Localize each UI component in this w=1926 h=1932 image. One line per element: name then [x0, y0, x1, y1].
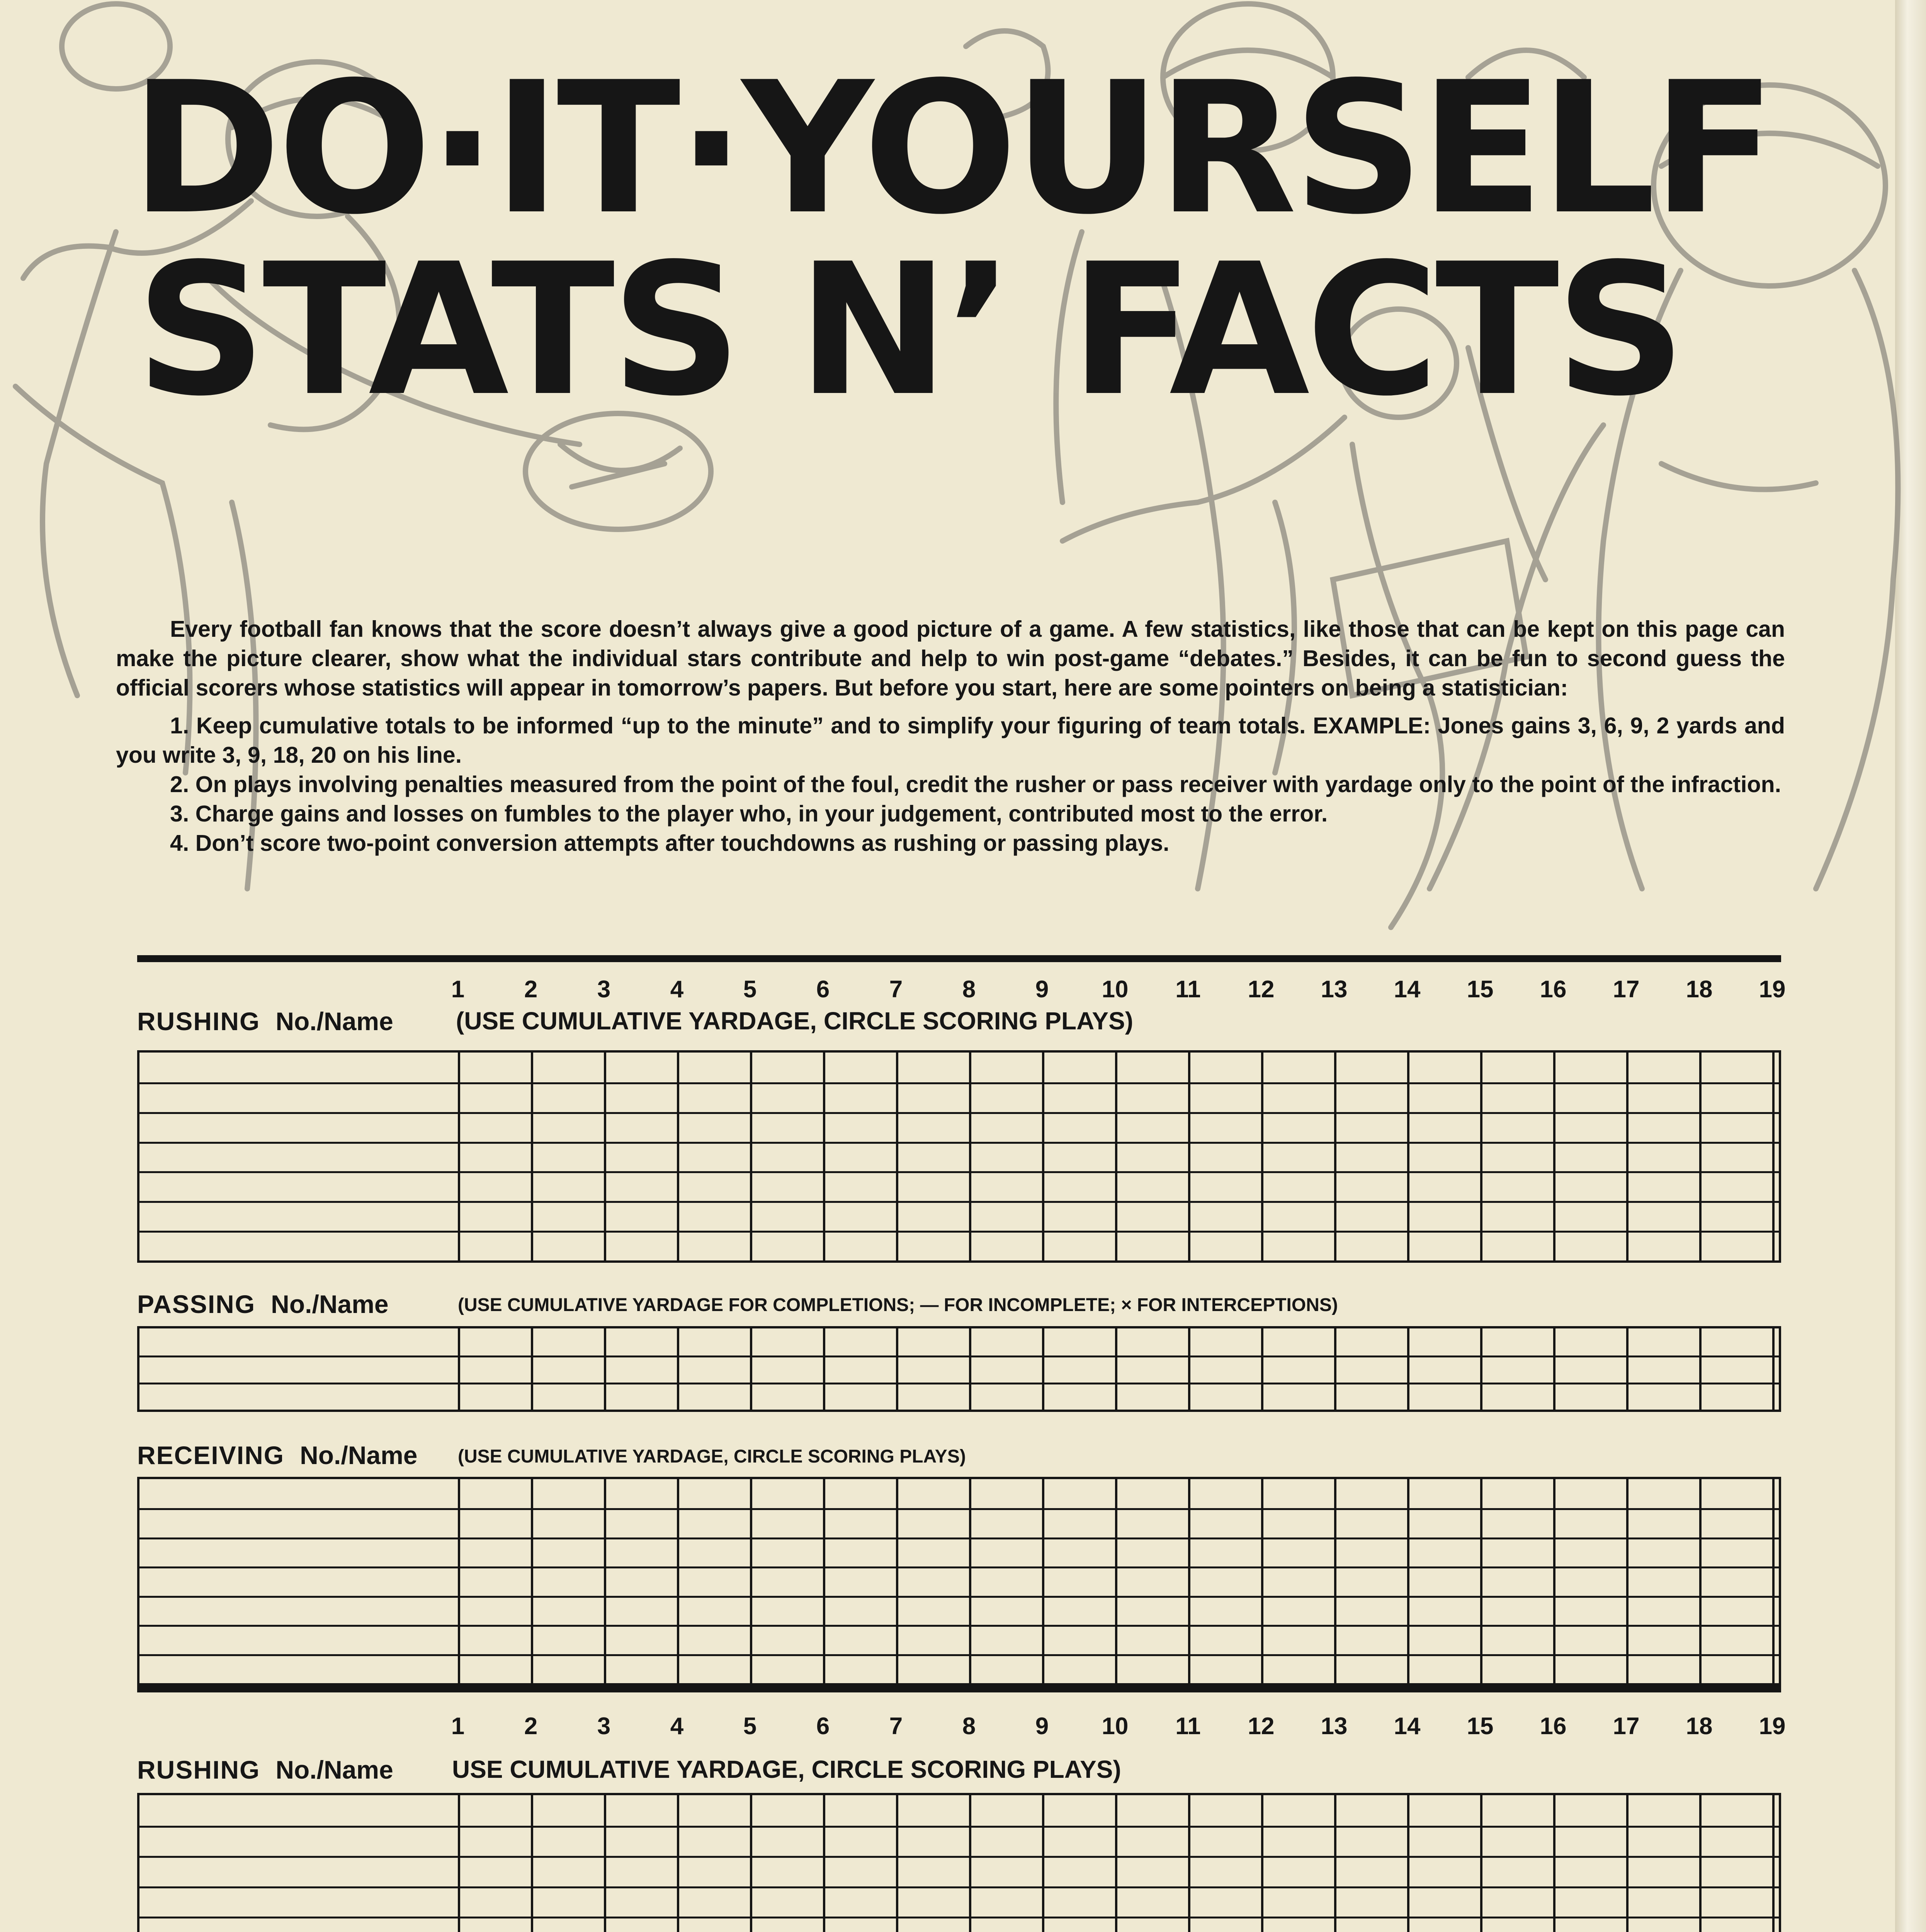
column-line — [1188, 1328, 1190, 1410]
column-number-5: 5 — [743, 976, 757, 1003]
row-line — [139, 1201, 1779, 1203]
column-line — [823, 1479, 825, 1683]
name-column-label: No./Name — [275, 1755, 393, 1784]
column-line — [896, 1328, 898, 1410]
column-line — [750, 1795, 752, 1932]
rushing-label — [137, 1007, 393, 1036]
rushing-label — [137, 1755, 393, 1784]
column-line — [1699, 1053, 1702, 1260]
column-line — [677, 1328, 679, 1410]
column-line — [1407, 1053, 1409, 1260]
row-line — [139, 1112, 1779, 1114]
column-line — [531, 1328, 533, 1410]
column-number-8: 8 — [962, 1713, 976, 1740]
column-line — [969, 1328, 971, 1410]
column-line — [604, 1479, 606, 1683]
column-line — [604, 1328, 606, 1410]
column-line — [604, 1053, 606, 1260]
column-number-9: 9 — [1035, 1713, 1049, 1740]
column-line — [1334, 1479, 1336, 1683]
passing-label — [137, 1289, 389, 1319]
row-line — [139, 1826, 1779, 1828]
column-line — [1407, 1795, 1409, 1932]
column-number-16: 16 — [1540, 976, 1567, 1003]
column-line — [677, 1479, 679, 1683]
row-line — [139, 1537, 1779, 1539]
column-line — [677, 1053, 679, 1260]
column-number-9: 9 — [1035, 976, 1049, 1003]
column-line — [896, 1053, 898, 1260]
column-line — [1772, 1328, 1775, 1410]
column-line — [1480, 1328, 1482, 1410]
column-line — [1042, 1328, 1044, 1410]
column-number-12: 12 — [1248, 1713, 1275, 1740]
name-column-label: No./Name — [275, 1007, 393, 1036]
column-line — [823, 1328, 825, 1410]
name-column-label: No./Name — [271, 1290, 389, 1318]
column-line — [1261, 1328, 1263, 1410]
column-line — [458, 1795, 460, 1932]
column-number-1: 1 — [451, 1713, 465, 1740]
column-line — [750, 1328, 752, 1410]
row-line — [139, 1355, 1779, 1357]
column-line — [1699, 1479, 1702, 1683]
column-number-6: 6 — [816, 1713, 830, 1740]
receiving-grid[interactable] — [137, 1477, 1781, 1685]
column-line — [1553, 1479, 1555, 1683]
column-line — [823, 1795, 825, 1932]
column-line — [1115, 1328, 1117, 1410]
column-number-14: 14 — [1394, 976, 1421, 1003]
column-line — [1480, 1795, 1482, 1932]
column-number-8: 8 — [962, 976, 976, 1003]
title-line-1: DO·IT·YOURSELF — [130, 43, 1773, 254]
column-line — [1334, 1328, 1336, 1410]
column-line — [1261, 1479, 1263, 1683]
column-line — [458, 1053, 460, 1260]
middle-rule — [137, 1685, 1781, 1692]
column-number-15: 15 — [1467, 1713, 1494, 1740]
column-number-12: 12 — [1248, 976, 1275, 1003]
column-line — [896, 1479, 898, 1683]
column-number-11: 11 — [1175, 976, 1201, 1003]
row-line — [139, 1856, 1779, 1858]
column-number-7: 7 — [889, 1713, 903, 1740]
top-rule — [137, 955, 1781, 962]
column-line — [1772, 1053, 1775, 1260]
column-number-13: 13 — [1321, 976, 1348, 1003]
column-line — [1553, 1795, 1555, 1932]
column-line — [896, 1795, 898, 1932]
column-line — [1553, 1053, 1555, 1260]
column-line — [531, 1053, 533, 1260]
column-number-1: 1 — [451, 976, 465, 1003]
row-line — [139, 1383, 1779, 1384]
row-line — [139, 1625, 1779, 1627]
pointer-1: 1. Keep cumulative totals to be informed “up to the minute” and to simplify your figuring of team totals. EXAMPLE: Jones gains 3, 6, 9, 2 yards and you write 3, 9, 18, 20 on his line. — [116, 713, 1785, 768]
column-line — [969, 1795, 971, 1932]
row-line — [139, 1142, 1779, 1144]
pointer-2: 2. On plays involving penalties measured from the point of the foul, credit the rusher or pass receiver with yardage only to the point of the infraction. — [170, 772, 1782, 797]
column-line — [1772, 1479, 1775, 1683]
column-line — [1115, 1795, 1117, 1932]
column-line — [1042, 1479, 1044, 1683]
row-line — [139, 1231, 1779, 1233]
column-line — [1407, 1479, 1409, 1683]
column-line — [1261, 1795, 1263, 1932]
section-title: PASSING — [137, 1290, 256, 1318]
column-line — [1699, 1795, 1702, 1932]
pointer-3: 3. Charge gains and losses on fumbles to the player who, in your judgement, contributed most to the error. — [170, 801, 1328, 827]
title-line-2: STATS N’ FACTS — [135, 224, 1683, 436]
row-line — [139, 1886, 1779, 1888]
pointer-4: 4. Don’t score two-point conversion attempts after touchdowns as rushing or passing plays. — [170, 830, 1170, 856]
column-line — [1480, 1479, 1482, 1683]
row-line — [139, 1171, 1779, 1173]
column-number-18: 18 — [1686, 976, 1713, 1003]
column-number-13: 13 — [1321, 1713, 1348, 1740]
row-line — [139, 1508, 1779, 1510]
intro-text — [116, 614, 1785, 858]
column-number-4: 4 — [670, 1713, 684, 1740]
receiving-label — [137, 1440, 418, 1470]
row-line — [139, 1596, 1779, 1598]
section-title: RUSHING — [137, 1755, 260, 1784]
column-line — [750, 1479, 752, 1683]
column-line — [1626, 1328, 1629, 1410]
column-line — [458, 1328, 460, 1410]
column-line — [1042, 1795, 1044, 1932]
column-number-6: 6 — [816, 976, 830, 1003]
section-title: RUSHING — [137, 1007, 260, 1036]
passing-grid[interactable] — [137, 1326, 1781, 1412]
column-number-17: 17 — [1613, 1713, 1640, 1740]
column-line — [969, 1479, 971, 1683]
column-number-5: 5 — [743, 1713, 757, 1740]
row-line — [139, 1654, 1779, 1656]
column-number-4: 4 — [670, 976, 684, 1003]
column-number-18: 18 — [1686, 1713, 1713, 1740]
column-line — [823, 1053, 825, 1260]
column-line — [677, 1795, 679, 1932]
column-line — [1334, 1795, 1336, 1932]
column-number-15: 15 — [1467, 976, 1494, 1003]
row-line — [139, 1566, 1779, 1568]
column-line — [1261, 1053, 1263, 1260]
column-line — [1553, 1328, 1555, 1410]
column-number-19: 19 — [1759, 976, 1786, 1003]
column-line — [458, 1479, 460, 1683]
column-line — [1115, 1479, 1117, 1683]
column-line — [1115, 1053, 1117, 1260]
column-number-3: 3 — [597, 1713, 611, 1740]
column-number-16: 16 — [1540, 1713, 1567, 1740]
row-line — [139, 1082, 1779, 1084]
column-line — [1334, 1053, 1336, 1260]
column-number-10: 10 — [1102, 976, 1129, 1003]
column-line — [1188, 1795, 1190, 1932]
column-line — [531, 1795, 533, 1932]
rushing-instruction: (USE CUMULATIVE YARDAGE, CIRCLE SCORING PLAYS) — [456, 1007, 1134, 1035]
column-line — [531, 1479, 533, 1683]
column-line — [1042, 1053, 1044, 1260]
column-line — [750, 1053, 752, 1260]
passing-instruction: (USE CUMULATIVE YARDAGE FOR COMPLETIONS; — FOR INCOMPLETE; × FOR INTERCEPTIONS) — [458, 1295, 1338, 1315]
column-line — [1407, 1328, 1409, 1410]
column-line — [1626, 1795, 1629, 1932]
column-number-2: 2 — [524, 976, 538, 1003]
rushing-grid[interactable] — [137, 1050, 1781, 1263]
receiving-instruction: (USE CUMULATIVE YARDAGE, CIRCLE SCORING PLAYS) — [458, 1446, 966, 1467]
rushing-grid[interactable] — [137, 1793, 1781, 1932]
column-line — [1480, 1053, 1482, 1260]
column-line — [1772, 1795, 1775, 1932]
rushing-instruction: USE CUMULATIVE YARDAGE, CIRCLE SCORING PLAYS) — [452, 1755, 1121, 1783]
column-line — [1188, 1053, 1190, 1260]
row-line — [139, 1917, 1779, 1918]
column-line — [1188, 1479, 1190, 1683]
column-number-2: 2 — [524, 1713, 538, 1740]
column-line — [1626, 1479, 1629, 1683]
section-title: RECEIVING — [137, 1441, 285, 1469]
page-title — [0, 43, 1926, 436]
column-line — [1699, 1328, 1702, 1410]
column-line — [604, 1795, 606, 1932]
column-number-3: 3 — [597, 976, 611, 1003]
column-number-19: 19 — [1759, 1713, 1786, 1740]
column-number-11: 11 — [1175, 1713, 1201, 1740]
column-number-17: 17 — [1613, 976, 1640, 1003]
column-line — [969, 1053, 971, 1260]
column-line — [1626, 1053, 1629, 1260]
column-number-14: 14 — [1394, 1713, 1421, 1740]
name-column-label: No./Name — [300, 1441, 418, 1469]
column-number-10: 10 — [1102, 1713, 1129, 1740]
column-number-7: 7 — [889, 976, 903, 1003]
intro-paragraph: Every football fan knows that the score doesn’t always give a good picture of a game. A few statistics, like those that can be kept on this page can make the picture clearer, show what the individual stars contribute and help to win post-game “debates.” Besides, it can be fun to second guess the official scorers whose statistics will appear in tomorrow’s papers. But before you start, here are some pointers on being a statistician: — [116, 616, 1785, 701]
